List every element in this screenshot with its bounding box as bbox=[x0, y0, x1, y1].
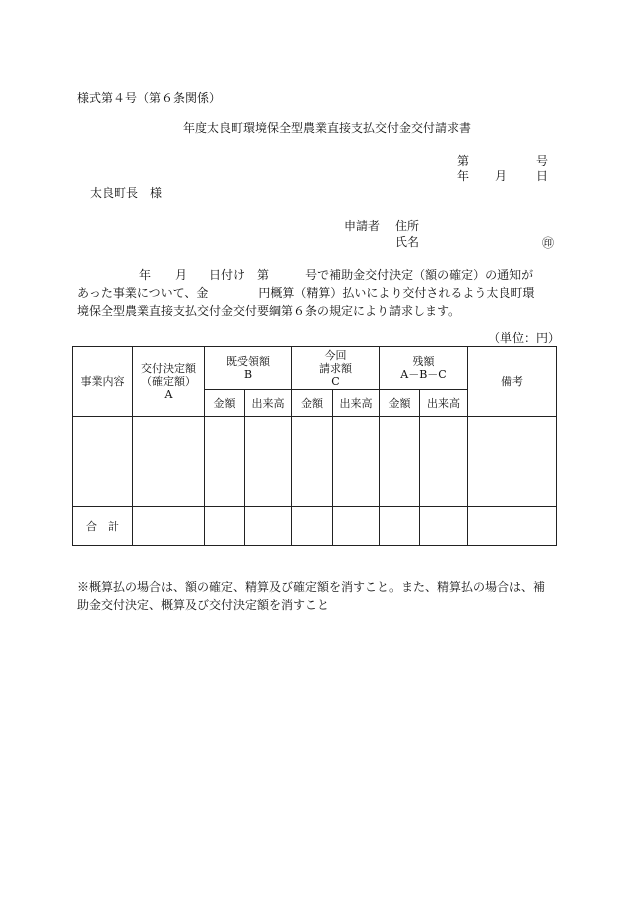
total-decided[interactable] bbox=[133, 507, 205, 546]
total-balance-amount[interactable] bbox=[380, 507, 420, 546]
body-line-2-start: あった事業について、金 bbox=[77, 286, 209, 300]
body-month: 月 bbox=[175, 268, 188, 282]
cell-balance-amount[interactable] bbox=[380, 417, 420, 507]
footnote bbox=[77, 578, 567, 614]
cell-remarks[interactable] bbox=[468, 417, 557, 507]
total-received-progress[interactable] bbox=[245, 507, 292, 546]
doc-date-month: 月 bbox=[495, 169, 508, 183]
unit-label: （単位：円） bbox=[488, 331, 561, 345]
form-number: 様式第４号（第６条関係） bbox=[77, 91, 222, 105]
cell-current-amount[interactable] bbox=[292, 417, 333, 507]
applicant-address-label: 住所 bbox=[395, 219, 420, 233]
doc-number-go: 号 bbox=[536, 154, 549, 168]
cell-current-progress[interactable] bbox=[333, 417, 380, 507]
subheader-balance-progress: 出来高 bbox=[420, 390, 468, 417]
total-balance-progress[interactable] bbox=[420, 507, 468, 546]
subheader-current-amount: 金額 bbox=[292, 390, 333, 417]
cell-balance-progress[interactable] bbox=[420, 417, 468, 507]
cell-received-amount[interactable] bbox=[205, 417, 245, 507]
total-current-amount[interactable] bbox=[292, 507, 333, 546]
footnote-line-2: 助金交付決定、概算及び交付決定額を消すこと bbox=[77, 598, 330, 612]
cell-received-progress[interactable] bbox=[245, 417, 292, 507]
header-decided-amount: 交付決定額 （確定額） A bbox=[133, 347, 205, 417]
body-day: 日付け bbox=[209, 268, 246, 282]
document-title: 年度太良町環境保全型農業直接支払交付金交付請求書 bbox=[183, 121, 472, 135]
table-row bbox=[73, 417, 557, 507]
addressee: 太良町長 様 bbox=[90, 186, 163, 200]
doc-number-dai: 第 bbox=[457, 154, 470, 168]
body-line-1 bbox=[77, 266, 557, 284]
total-row bbox=[73, 507, 557, 546]
seal-mark: ㊞ bbox=[542, 236, 555, 250]
doc-date-year: 年 bbox=[457, 169, 470, 183]
total-current-progress[interactable] bbox=[333, 507, 380, 546]
header-balance: 残額 A－B－C bbox=[380, 347, 468, 390]
cell-decided[interactable] bbox=[133, 417, 205, 507]
applicant-name-label: 氏名 bbox=[395, 235, 420, 249]
claim-table bbox=[72, 346, 557, 546]
body-line-2 bbox=[77, 284, 557, 302]
cell-project[interactable] bbox=[73, 417, 133, 507]
subheader-current-progress: 出来高 bbox=[333, 390, 380, 417]
subheader-received-amount: 金額 bbox=[205, 390, 245, 417]
body-line-2-rest: 円概算（精算）払いにより交付されるよう太良町環 bbox=[258, 286, 535, 300]
doc-date-day: 日 bbox=[536, 169, 549, 183]
subheader-received-progress: 出来高 bbox=[245, 390, 292, 417]
body-year: 年 bbox=[139, 268, 152, 282]
header-remarks: 備考 bbox=[468, 347, 557, 417]
header-received-amount: 既受領額 B bbox=[205, 347, 292, 390]
total-remarks[interactable] bbox=[468, 507, 557, 546]
subheader-balance-amount: 金額 bbox=[380, 390, 420, 417]
applicant-label: 申請者 bbox=[344, 219, 381, 233]
body-dai: 第 bbox=[257, 268, 270, 282]
header-current-claim: 今回 請求額 C bbox=[292, 347, 380, 390]
total-label: 合 計 bbox=[73, 507, 133, 546]
request-body bbox=[77, 266, 557, 320]
header-project: 事業内容 bbox=[73, 347, 133, 417]
body-line-1-rest: 号で補助金交付決定（額の確定）の通知が bbox=[305, 268, 534, 282]
footnote-line-1: ※概算払の場合は、額の確定、精算及び確定額を消すこと。また、精算払の場合は、補 bbox=[77, 580, 546, 594]
total-received-amount[interactable] bbox=[205, 507, 245, 546]
body-line-3: 境保全型農業直接支払交付金交付要綱第６条の規定により請求します。 bbox=[77, 304, 461, 318]
